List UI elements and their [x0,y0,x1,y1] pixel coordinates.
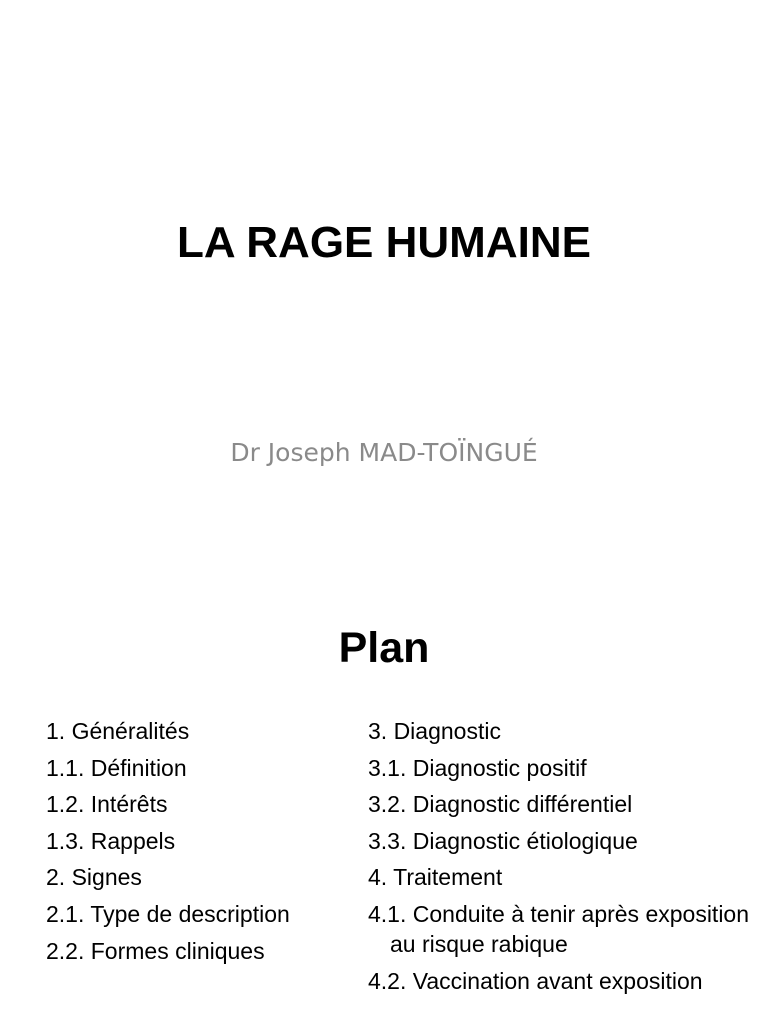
plan-item: 1.3. Rappels [46,827,176,854]
plan-item: 2.1. Type de description [46,900,290,927]
plan-item: 1.1. Définition [46,754,187,781]
plan-item: 3.3. Diagnostic étiologique [368,827,638,854]
presentation-title: LA RAGE HUMAINE [177,218,591,267]
plan-item: 1. Généralités [46,718,190,744]
plan-item: 1.2. Intérêts [46,791,168,818]
plan-left-column [46,716,346,972]
plan-item: 2. Signes [46,864,142,891]
plan-item: 3.2. Diagnostic différentiel [368,791,633,818]
plan-item: 3. Diagnostic [368,718,501,744]
author-subtitle: Dr Joseph MAD-TOÏNGUÉ [230,438,538,467]
plan-right-column [368,716,763,1002]
plan-item: 3.1. Diagnostic positif [368,754,587,781]
plan-item: 4.2. Vaccination avant exposition [368,967,703,994]
plan-item: 4. Traitement [368,864,503,891]
plan-title: Plan [338,624,430,672]
plan-item: 4.1. Conduite à tenir après exposition au risque rabique [368,900,750,957]
plan-item: 2.2. Formes cliniques [46,937,265,964]
plan-slide [0,576,768,1024]
